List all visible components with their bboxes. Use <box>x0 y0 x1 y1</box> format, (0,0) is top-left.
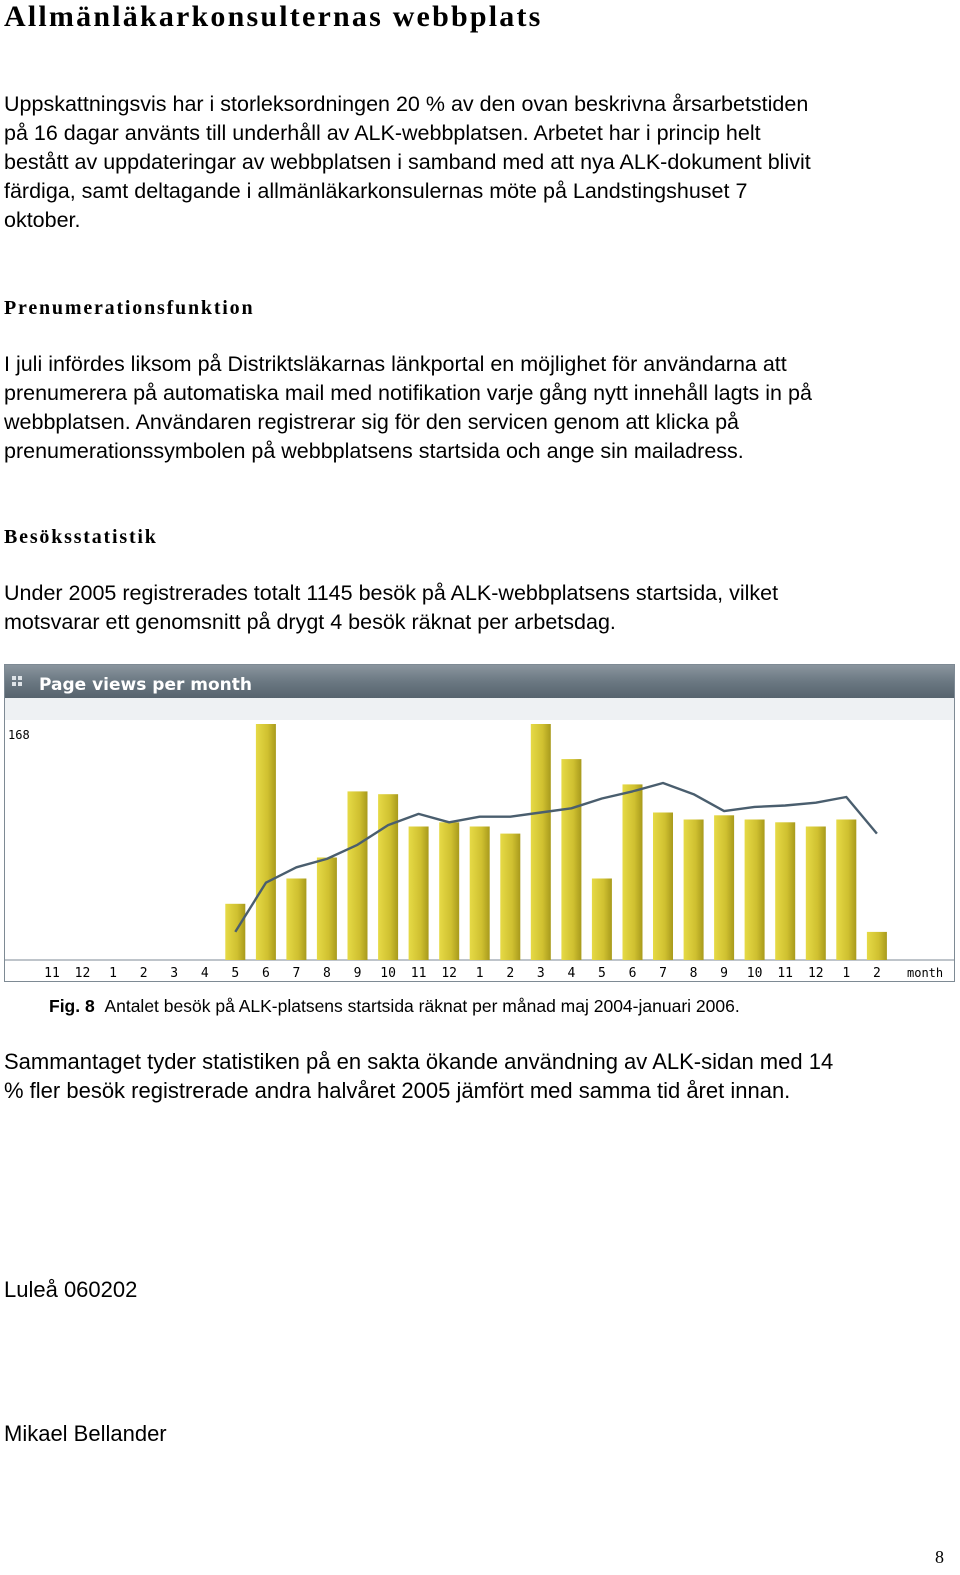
chart-bar <box>470 827 490 961</box>
chart-bar <box>439 822 459 960</box>
figure-caption <box>49 994 740 1018</box>
chart-bar <box>317 858 337 961</box>
x-tick-label: 2 <box>872 966 881 981</box>
section-heading-besoksstatistik: Besöksstatistik <box>4 526 158 548</box>
chart-bar <box>745 820 765 961</box>
chart-bar <box>500 834 520 960</box>
author-name: Mikael Bellander <box>4 1421 167 1446</box>
chart-bar <box>286 879 306 961</box>
besoksstatistik-paragraph <box>4 579 954 637</box>
chart-bar <box>592 879 612 961</box>
x-tick-label: 6 <box>261 966 270 981</box>
page-title: Allmänläkarkonsulternas webbplats <box>4 0 543 33</box>
paragraph-line: motsvarar ett genomsnitt på drygt 4 besök räknat per arbetsdag. <box>4 610 616 634</box>
paragraph-line: webbplatsen. Användaren registrerar sig för den servicen genom att klicka på <box>4 410 739 434</box>
x-tick-label: 4 <box>200 966 209 981</box>
place-date: Luleå 060202 <box>4 1277 138 1302</box>
intro-line: färdiga, samt deltagande i allmänläkarkonsulernas möte på Landstingshuset 7 <box>4 179 748 203</box>
paragraph-line: Under 2005 registrerades totalt 1145 besök på ALK-webbplatsens startsida, vilket <box>4 581 779 605</box>
x-tick-label: 11 <box>410 966 427 981</box>
chart-plot-top-band <box>5 698 954 720</box>
page-number: 8 <box>935 1547 944 1567</box>
x-tick-label: 12 <box>74 966 91 981</box>
intro-line: bestått av uppdateringar av webbplatsen i samband med att nya ALK-dokument blivit <box>4 150 811 174</box>
chart-bar <box>684 820 704 961</box>
figure-caption-text: Antalet besök på ALK-platsens startsida räknat per månad maj 2004-januari 2006. <box>104 996 740 1016</box>
paragraph-line: prenumerationssymbolen på webbplatsens startsida och ange sin mailadress. <box>4 439 744 463</box>
paragraph-line: prenumerera på automatiska mail med notifikation varje gång nytt innehåll lagts in på <box>4 381 812 405</box>
chart-title: Page views per month <box>39 675 252 695</box>
chart-bar <box>378 794 398 960</box>
x-tick-label: 11 <box>777 966 794 981</box>
x-axis-label: month <box>907 966 944 980</box>
chart-bar <box>225 904 245 960</box>
x-tick-label: 1 <box>842 966 851 981</box>
intro-paragraph <box>4 90 954 235</box>
chart-bar <box>867 932 887 960</box>
paragraph-line: Sammantaget tyder statistiken på en sakta ökande användning av ALK-sidan med 14 <box>4 1049 834 1074</box>
chart-ymax-label: 168 <box>8 728 30 742</box>
x-tick-label: 2 <box>506 966 515 981</box>
x-tick-label: 5 <box>597 966 606 981</box>
x-tick-label: 10 <box>746 966 763 981</box>
chart-bar <box>653 813 673 961</box>
paragraph-line: I juli infördes liksom på Distriktsläkarnas länkportal en möjlighet för användarna att <box>4 352 787 376</box>
intro-line: på 16 dagar använts till underhåll av ALK-webbplatsen. Arbetet har i princip helt <box>4 121 761 145</box>
x-tick-label: 1 <box>475 966 484 981</box>
chart-bar <box>836 820 856 961</box>
paragraph-line: % fler besök registrerade andra halvåret 2005 jämfört med samma tid året innan. <box>4 1078 791 1103</box>
chart-bar <box>409 827 429 961</box>
x-tick-label: 1 <box>109 966 118 981</box>
x-tick-label: 8 <box>689 966 698 981</box>
intro-line: oktober. <box>4 208 81 232</box>
x-tick-label: 2 <box>139 966 148 981</box>
x-tick-label: 5 <box>231 966 240 981</box>
x-tick-label: 3 <box>536 966 545 981</box>
section-heading-prenumeration: Prenumerationsfunktion <box>4 297 255 319</box>
x-tick-label: 4 <box>567 966 576 981</box>
x-tick-label: 10 <box>380 966 396 981</box>
x-tick-label: 7 <box>659 966 667 981</box>
x-tick-label: 9 <box>353 966 362 981</box>
x-tick-label: 12 <box>807 966 824 981</box>
chart-bar <box>348 791 368 960</box>
figure-number: Fig. 8 <box>49 996 95 1016</box>
intro-line: Uppskattningsvis har i storleksordningen 20 % av den ovan beskrivna årsarbetstiden <box>4 92 809 116</box>
x-tick-label: 7 <box>292 966 301 981</box>
x-tick-label: 11 <box>44 966 60 981</box>
chart-bar <box>256 724 276 960</box>
x-tick-label: 6 <box>628 966 637 981</box>
x-tick-label: 12 <box>441 966 458 981</box>
chart-bar <box>806 827 826 961</box>
chart-bar <box>714 815 734 960</box>
page-views-chart <box>4 664 955 982</box>
chart-bar <box>531 724 551 960</box>
conclusion-paragraph <box>4 1047 954 1105</box>
x-tick-label: 8 <box>322 966 331 981</box>
chart-bar <box>775 822 795 960</box>
x-tick-label: 3 <box>170 966 179 981</box>
prenumeration-paragraph <box>4 350 954 466</box>
chart-bar <box>561 759 581 960</box>
chart-bar <box>623 784 643 960</box>
x-tick-label: 9 <box>720 966 729 981</box>
